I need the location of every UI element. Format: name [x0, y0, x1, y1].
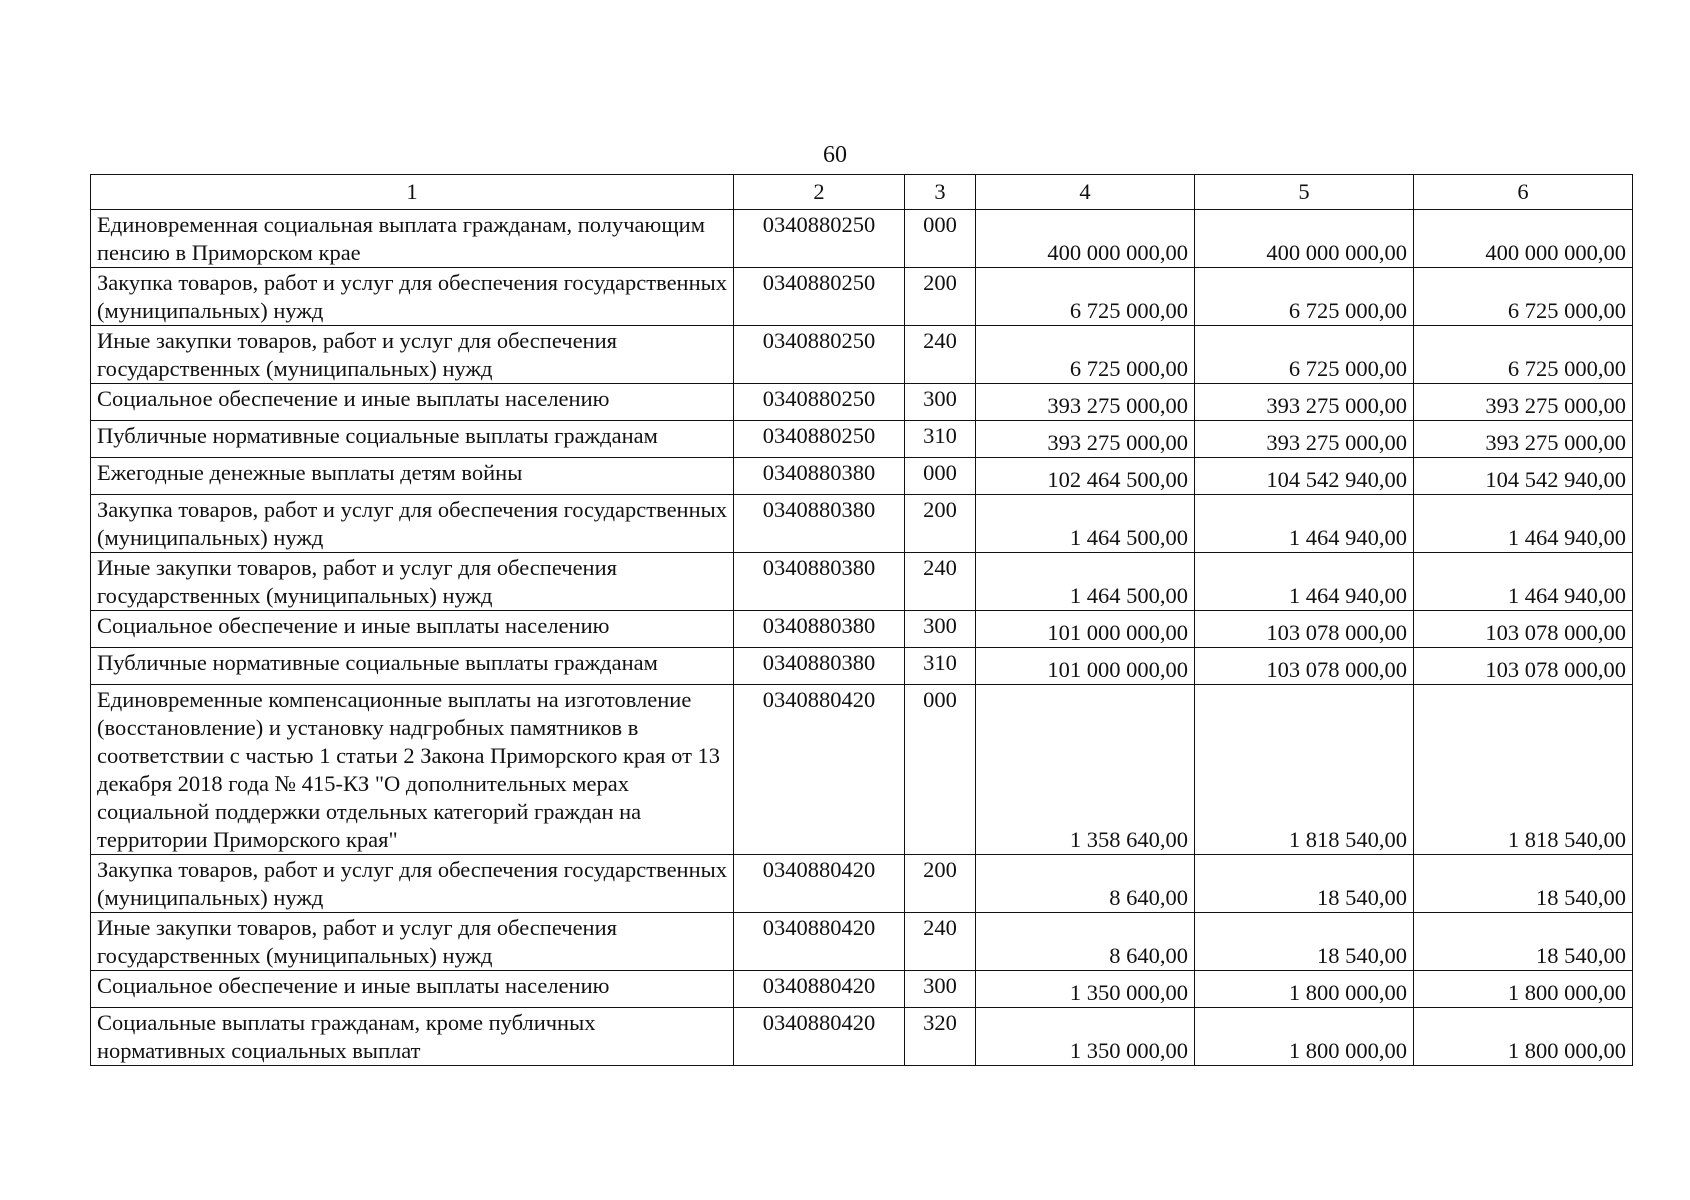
column-header-5: 5 — [1195, 175, 1414, 210]
row-name: Иные закупки товаров, работ и услуг для обеспечения государственных (муниципальных) нужд — [91, 553, 734, 611]
row-name: Социальное обеспечение и иные выплаты населению — [91, 971, 734, 1008]
row-amount-col6: 1 800 000,00 — [1414, 1008, 1633, 1066]
row-amount-col5: 1 800 000,00 — [1195, 971, 1414, 1008]
row-amount-col4: 6 725 000,00 — [976, 326, 1195, 384]
row-expense-type: 300 — [905, 611, 976, 648]
row-name: Закупка товаров, работ и услуг для обеспечения государственных (муниципальных) нужд — [91, 268, 734, 326]
row-expense-type: 200 — [905, 855, 976, 913]
column-header-3: 3 — [905, 175, 976, 210]
column-header-6: 6 — [1414, 175, 1633, 210]
row-amount-col4: 393 275 000,00 — [976, 384, 1195, 421]
row-amount-col5: 103 078 000,00 — [1195, 611, 1414, 648]
page-number: 60 — [823, 142, 847, 168]
row-expense-type: 320 — [905, 1008, 976, 1066]
table-row — [91, 648, 1633, 685]
row-amount-col6: 104 542 940,00 — [1414, 458, 1633, 495]
row-expense-type: 240 — [905, 913, 976, 971]
table-row — [91, 553, 1633, 611]
row-name: Иные закупки товаров, работ и услуг для обеспечения государственных (муниципальных) нужд — [91, 913, 734, 971]
row-expense-type: 300 — [905, 384, 976, 421]
row-amount-col5: 103 078 000,00 — [1195, 648, 1414, 685]
row-expense-type: 310 — [905, 421, 976, 458]
row-amount-col4: 101 000 000,00 — [976, 611, 1195, 648]
row-amount-col6: 1 800 000,00 — [1414, 971, 1633, 1008]
row-name: Иные закупки товаров, работ и услуг для обеспечения государственных (муниципальных) нужд — [91, 326, 734, 384]
row-name: Закупка товаров, работ и услуг для обеспечения государственных (муниципальных) нужд — [91, 855, 734, 913]
row-code: 0340880250 — [734, 268, 905, 326]
row-code: 0340880380 — [734, 458, 905, 495]
table-row — [91, 210, 1633, 268]
row-amount-col5: 1 464 940,00 — [1195, 495, 1414, 553]
row-amount-col6: 393 275 000,00 — [1414, 421, 1633, 458]
table-row — [91, 611, 1633, 648]
table-row — [91, 421, 1633, 458]
row-expense-type: 200 — [905, 268, 976, 326]
row-amount-col4: 101 000 000,00 — [976, 648, 1195, 685]
row-amount-col5: 18 540,00 — [1195, 913, 1414, 971]
column-header-2: 2 — [734, 175, 905, 210]
row-name: Ежегодные денежные выплаты детям войны — [91, 458, 734, 495]
row-amount-col4: 1 358 640,00 — [976, 685, 1195, 855]
table-row — [91, 913, 1633, 971]
row-code: 0340880250 — [734, 326, 905, 384]
row-expense-type: 000 — [905, 458, 976, 495]
budget-table — [90, 174, 1633, 1066]
row-expense-type: 240 — [905, 553, 976, 611]
row-name: Единовременные компенсационные выплаты на изготовление (восстановление) и установку надгробных памятников в соответствии с частью 1 статьи 2 Закона Приморского края от 13 декабря 2018 года № 415-КЗ "О дополнительных мерах социальной поддержки отдельных категорий граждан на территории Приморского края" — [91, 685, 734, 855]
row-code: 0340880380 — [734, 495, 905, 553]
table-row — [91, 685, 1633, 855]
row-amount-col4: 393 275 000,00 — [976, 421, 1195, 458]
row-code: 0340880380 — [734, 648, 905, 685]
row-amount-col4: 1 464 500,00 — [976, 553, 1195, 611]
row-name: Социальное обеспечение и иные выплаты населению — [91, 611, 734, 648]
table-row — [91, 855, 1633, 913]
row-amount-col4: 102 464 500,00 — [976, 458, 1195, 495]
row-amount-col5: 6 725 000,00 — [1195, 268, 1414, 326]
row-amount-col4: 1 350 000,00 — [976, 971, 1195, 1008]
row-code: 0340880250 — [734, 384, 905, 421]
row-expense-type: 310 — [905, 648, 976, 685]
row-amount-col5: 1 464 940,00 — [1195, 553, 1414, 611]
row-amount-col4: 6 725 000,00 — [976, 268, 1195, 326]
table-row — [91, 1008, 1633, 1066]
table-row — [91, 495, 1633, 553]
row-amount-col5: 393 275 000,00 — [1195, 421, 1414, 458]
row-code: 0340880380 — [734, 553, 905, 611]
row-code: 0340880380 — [734, 611, 905, 648]
row-amount-col5: 6 725 000,00 — [1195, 326, 1414, 384]
row-amount-col4: 400 000 000,00 — [976, 210, 1195, 268]
row-code: 0340880250 — [734, 210, 905, 268]
row-amount-col4: 8 640,00 — [976, 913, 1195, 971]
row-amount-col6: 1 464 940,00 — [1414, 553, 1633, 611]
row-amount-col6: 1 818 540,00 — [1414, 685, 1633, 855]
row-code: 0340880250 — [734, 421, 905, 458]
row-amount-col5: 400 000 000,00 — [1195, 210, 1414, 268]
table-row — [91, 268, 1633, 326]
row-amount-col6: 18 540,00 — [1414, 913, 1633, 971]
row-amount-col6: 1 464 940,00 — [1414, 495, 1633, 553]
row-name: Единовременная социальная выплата гражданам, получающим пенсию в Приморском крае — [91, 210, 734, 268]
row-name: Социальные выплаты гражданам, кроме публичных нормативных социальных выплат — [91, 1008, 734, 1066]
column-header-1: 1 — [91, 175, 734, 210]
row-code: 0340880420 — [734, 855, 905, 913]
row-amount-col6: 6 725 000,00 — [1414, 268, 1633, 326]
row-amount-col6: 103 078 000,00 — [1414, 611, 1633, 648]
row-name: Публичные нормативные социальные выплаты гражданам — [91, 648, 734, 685]
table-row — [91, 971, 1633, 1008]
row-code: 0340880420 — [734, 971, 905, 1008]
row-amount-col5: 1 818 540,00 — [1195, 685, 1414, 855]
row-code: 0340880420 — [734, 913, 905, 971]
row-expense-type: 200 — [905, 495, 976, 553]
row-amount-col6: 18 540,00 — [1414, 855, 1633, 913]
row-amount-col6: 393 275 000,00 — [1414, 384, 1633, 421]
row-code: 0340880420 — [734, 685, 905, 855]
row-amount-col4: 1 350 000,00 — [976, 1008, 1195, 1066]
row-name: Закупка товаров, работ и услуг для обеспечения государственных (муниципальных) нужд — [91, 495, 734, 553]
table-header-row — [91, 175, 1633, 210]
row-expense-type: 000 — [905, 210, 976, 268]
row-amount-col5: 104 542 940,00 — [1195, 458, 1414, 495]
table-row — [91, 326, 1633, 384]
row-amount-col5: 1 800 000,00 — [1195, 1008, 1414, 1066]
row-amount-col6: 6 725 000,00 — [1414, 326, 1633, 384]
row-amount-col4: 1 464 500,00 — [976, 495, 1195, 553]
row-amount-col4: 8 640,00 — [976, 855, 1195, 913]
row-expense-type: 300 — [905, 971, 976, 1008]
row-code: 0340880420 — [734, 1008, 905, 1066]
table-row — [91, 384, 1633, 421]
row-name: Публичные нормативные социальные выплаты гражданам — [91, 421, 734, 458]
row-amount-col6: 103 078 000,00 — [1414, 648, 1633, 685]
row-amount-col5: 18 540,00 — [1195, 855, 1414, 913]
row-expense-type: 000 — [905, 685, 976, 855]
row-expense-type: 240 — [905, 326, 976, 384]
row-name: Социальное обеспечение и иные выплаты населению — [91, 384, 734, 421]
row-amount-col6: 400 000 000,00 — [1414, 210, 1633, 268]
column-header-4: 4 — [976, 175, 1195, 210]
table-row — [91, 458, 1633, 495]
row-amount-col5: 393 275 000,00 — [1195, 384, 1414, 421]
